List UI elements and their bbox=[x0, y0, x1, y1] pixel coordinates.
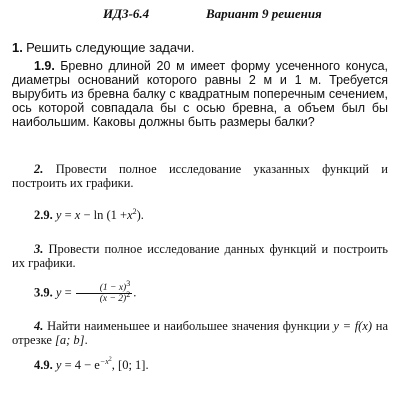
task-1-9-number: 1.9. bbox=[34, 59, 55, 73]
task-3-9-y: y bbox=[55, 285, 62, 300]
task-2-9-end: ). bbox=[136, 208, 144, 222]
section-1-heading bbox=[12, 41, 388, 55]
task-4-9-y: y bbox=[55, 358, 62, 372]
task-3-9 bbox=[12, 278, 388, 304]
section-4-text-mid: на отрезке bbox=[12, 319, 388, 347]
task-2-9-x: x bbox=[74, 208, 81, 222]
variant-title: Вариант 9 решения bbox=[206, 6, 322, 21]
section-4-text-end: . bbox=[84, 333, 88, 347]
task-2-9-power: 2 bbox=[132, 206, 137, 216]
task-4-9-number: 4.9. bbox=[34, 358, 53, 372]
task-4-9-exponent: −x2 bbox=[99, 356, 112, 366]
section-2-heading bbox=[12, 162, 388, 190]
task-2-9-minus-ln: − ln (1 + bbox=[83, 208, 128, 222]
task-1-9 bbox=[12, 59, 388, 129]
task-1-9-text: Бревно длиной 20 м имеет форму усеченного конуса, диаметры оснований которого равны 2 м и 1 м. Требуется вырубить из бревна балку с квадратным поперечным сечением, ось которой совпадала бы с осью бревна, а объем был бы наибольшим. Каковы должны быть размеры балки? bbox=[12, 59, 388, 129]
task-3-9-number: 3.9. bbox=[34, 285, 53, 300]
section-4-func: y = f(x) bbox=[333, 319, 373, 333]
section-4-heading bbox=[12, 319, 388, 347]
task-3-9-end: . bbox=[133, 285, 137, 300]
section-4-number: 4. bbox=[34, 319, 44, 333]
task-2-9-x2: x bbox=[127, 208, 133, 222]
section-1-title: Решить следующие задачи. bbox=[26, 40, 195, 55]
fraction-denominator: $(x - 2)^2$ bbox=[99, 289, 131, 304]
task-2-9-number: 2.9. bbox=[34, 208, 53, 222]
task-2-9 bbox=[12, 208, 388, 222]
task-3-9-eq: = bbox=[64, 285, 72, 300]
section-3-text: Провести полное исследование данных функций и построить их графики. bbox=[12, 242, 389, 270]
fraction-numerator: $(1 - x)^3$ bbox=[76, 283, 132, 294]
task-4-9-interval: , [0; 1]. bbox=[111, 358, 149, 372]
task-3-9-fraction bbox=[76, 278, 132, 304]
section-1-number: 1. bbox=[12, 40, 23, 55]
section-3-heading bbox=[12, 242, 388, 270]
section-4-text-before: Найти наименьшее и наибольшее значения функции bbox=[47, 319, 330, 333]
section-2-text: Провести полное исследование указанных функций и построить их графики. bbox=[12, 162, 388, 190]
section-2-number: 2. bbox=[34, 162, 44, 176]
section-4-interval: [a; b] bbox=[55, 333, 85, 347]
task-4-9 bbox=[12, 358, 388, 372]
task-4-9-expr: = 4 − e bbox=[64, 358, 100, 372]
task-2-9-eq: = bbox=[64, 208, 72, 222]
task-2-9-y: y bbox=[55, 208, 62, 222]
doc-id: ИДЗ-6.4 bbox=[103, 6, 150, 21]
section-3-number: 3. bbox=[34, 242, 44, 256]
